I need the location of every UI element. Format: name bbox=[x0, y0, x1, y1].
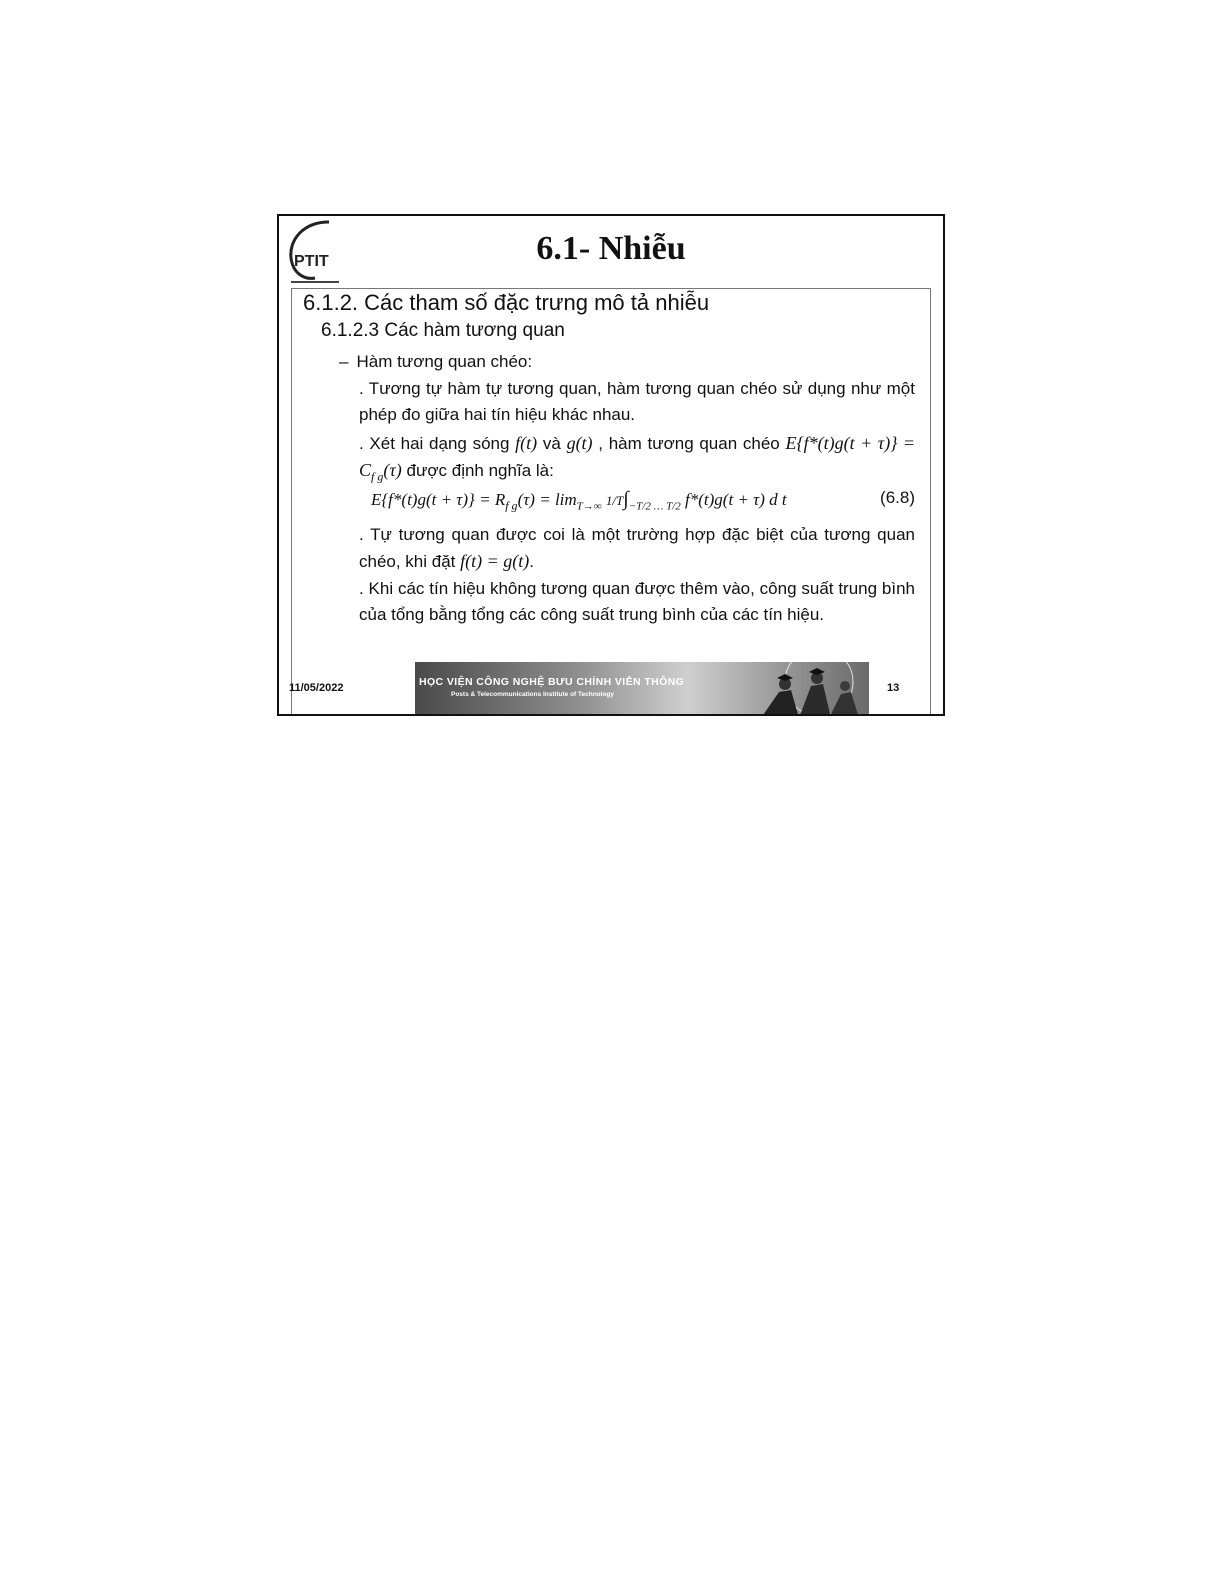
eq-lhs: E{f*(t)g(t + τ)} = R bbox=[371, 490, 506, 509]
paragraph-1: . Tương tự hàm tự tương quan, hàm tương quan chéo sử dụng như một phép đo giữa hai tín hiệu khác nhau. bbox=[359, 379, 915, 424]
slide-title: 6.1- Nhiễu bbox=[536, 230, 686, 267]
page-number: 13 bbox=[887, 682, 900, 694]
footer-banner bbox=[415, 662, 869, 716]
banner-subtitle: Posts & Telecommunications Institute of Technology bbox=[451, 691, 614, 698]
eq-rhs: f*(t)g(t + τ) d t bbox=[685, 490, 787, 509]
bullet-item bbox=[339, 352, 532, 372]
math-f-equals-g: f(t) = g(t) bbox=[460, 551, 530, 571]
math-sub-fg: f g bbox=[371, 469, 384, 484]
equation-6-8 bbox=[371, 488, 915, 513]
para2-text-c: , hàm tương quan chéo bbox=[598, 434, 780, 453]
section-heading: 6.1.2. Các tham số đặc trưng mô tả nhiễu bbox=[303, 290, 710, 315]
eq-sub: f g bbox=[505, 498, 518, 513]
graduates-image bbox=[699, 662, 869, 716]
paragraph-3 bbox=[359, 522, 915, 575]
paragraph-2 bbox=[359, 430, 915, 489]
eq-bounds: −T/2 … T/2 bbox=[628, 500, 681, 513]
bullet-text: Hàm tương quan chéo: bbox=[356, 352, 533, 371]
eq-fraction: 1/T bbox=[605, 493, 624, 508]
banner-title: HỌC VIỆN CÔNG NGHỆ BƯU CHÍNH VIỄN THÔNG bbox=[419, 676, 685, 688]
bullet-dash: – bbox=[339, 352, 349, 371]
eq-integral: ∫ bbox=[623, 488, 629, 510]
math-f-t: f(t) bbox=[515, 433, 538, 453]
eq-mid: (τ) = lim bbox=[517, 490, 577, 509]
para3-end: . bbox=[529, 552, 535, 571]
footer-date: 11/05/2022 bbox=[289, 682, 344, 694]
para3-text: . Tự tương quan được coi là một trường hợp đặc biệt của tương quan chéo, khi đặt bbox=[359, 525, 915, 571]
subsection-heading: 6.1.2.3 Các hàm tương quan bbox=[321, 320, 565, 341]
math-g-t: g(t) bbox=[566, 433, 593, 453]
para2-text-b: và bbox=[542, 434, 561, 453]
eq-limit: T→∞ bbox=[576, 500, 602, 513]
slide bbox=[277, 214, 945, 716]
math-tau: (τ) bbox=[383, 460, 402, 480]
equation-number: (6.8) bbox=[880, 488, 915, 507]
math-cross-corr-c: E{f*(t)g(t + τ)} = C bbox=[359, 433, 916, 480]
para2-text-d: được định nghĩa là: bbox=[406, 461, 554, 480]
paragraph-4: . Khi các tín hiệu không tương quan được thêm vào, công suất trung bình của tổng bằng tổng các công suất trung bình của các tín hiệu. bbox=[359, 579, 915, 624]
para2-text-a: . Xét hai dạng sóng bbox=[359, 434, 510, 453]
logo-text: PTIT bbox=[294, 253, 329, 270]
